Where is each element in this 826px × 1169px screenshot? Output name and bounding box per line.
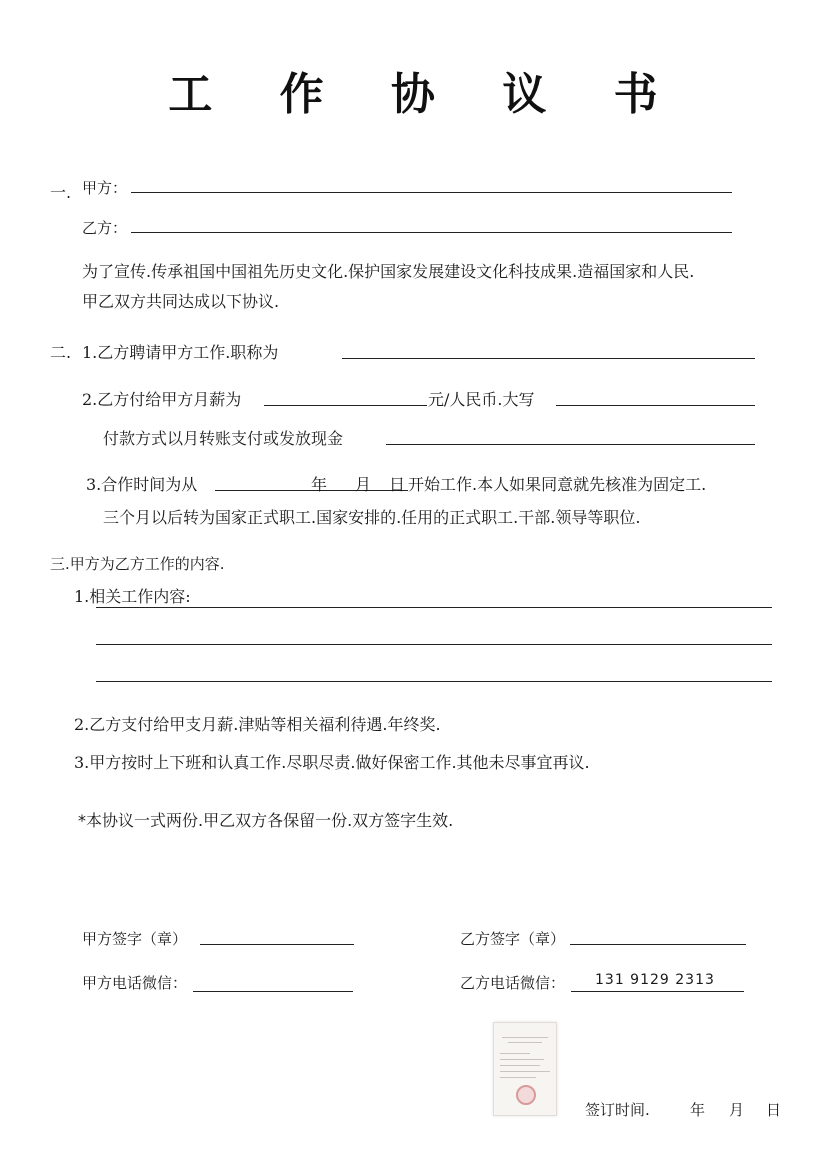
start-work-text: 开始工作.本人如果同意就先核准为固定工.: [408, 475, 707, 494]
sign-month-label: 月: [729, 1101, 745, 1119]
start-date-label: 3.合作时间为从: [86, 475, 198, 494]
agreement-note: *本协议一式两份.甲乙双方各保留一份.双方签字生效.: [78, 811, 454, 830]
sign-date-label: 签订时间.: [585, 1101, 650, 1119]
section-1-number: 一.: [50, 183, 72, 202]
intro-line-1: 为了宣传.传承祖国中国祖先历史文化.保护国家发展建设文化科技成果.造福国家和人民.: [82, 262, 695, 281]
party-a-phone-label: 甲方电话微信：: [82, 974, 188, 992]
party-b-phone-label: 乙方电话微信：: [460, 974, 566, 992]
party-a-field[interactable]: [131, 192, 732, 193]
party-a-phone-field[interactable]: [193, 991, 353, 992]
duties-text: 3.甲方按时上下班和认真工作.尽职尽责.做好保密工作.其他未尽事宜再议.: [74, 753, 590, 772]
work-content-line-1[interactable]: [96, 607, 772, 608]
sign-year-label: 年: [690, 1101, 706, 1119]
work-content-line-2[interactable]: [96, 644, 772, 645]
party-b-signature-field[interactable]: [570, 944, 746, 945]
section-2-number: 二.: [50, 343, 72, 362]
benefits-text: 2.乙方支付给甲支月薪.津贴等相关福利待遇.年终奖.: [74, 715, 441, 734]
payment-method-field[interactable]: [386, 444, 755, 445]
work-content-label: 1.相关工作内容:: [74, 587, 191, 606]
payment-method-label: 付款方式以月转账支付或发放现金: [103, 429, 344, 448]
salary-amount-field[interactable]: [264, 405, 427, 406]
party-b-signature-label: 乙方签字（章）: [460, 930, 566, 948]
party-b-phone-field[interactable]: [571, 991, 744, 992]
party-b-label: 乙方：: [82, 219, 128, 237]
party-a-signature-field[interactable]: [200, 944, 354, 945]
intro-line-2: 甲乙双方共同达成以下协议.: [82, 292, 280, 311]
party-b-phone-value: 131 9129 2313: [595, 972, 715, 988]
party-a-label: 甲方：: [82, 179, 128, 197]
salary-label: 2.乙方付给甲方月薪为: [82, 390, 242, 409]
section-3-heading: 三.甲方为乙方工作的内容.: [50, 555, 225, 573]
certificate-thumbnail: [493, 1022, 557, 1116]
start-day-label: 日: [389, 475, 406, 494]
job-title-label: 1.乙方聘请甲方工作.职称为: [82, 343, 279, 362]
work-content-line-3[interactable]: [96, 681, 772, 682]
party-a-signature-label: 甲方签字（章）: [82, 930, 188, 948]
start-year-label: 年: [311, 475, 328, 494]
start-month-label: 月: [355, 475, 372, 494]
page-title: 工 作 协 议 书: [168, 69, 684, 120]
red-seal-icon: [516, 1085, 536, 1105]
party-b-field[interactable]: [131, 232, 732, 233]
sign-day-label: 日: [766, 1101, 782, 1119]
salary-words-field[interactable]: [556, 405, 755, 406]
job-title-field[interactable]: [342, 358, 755, 359]
salary-unit-label: 元/人民币.大写: [428, 390, 535, 409]
probation-text: 三个月以后转为国家正式职工.国家安排的.任用的正式职工.干部.领导等职位.: [103, 508, 641, 527]
